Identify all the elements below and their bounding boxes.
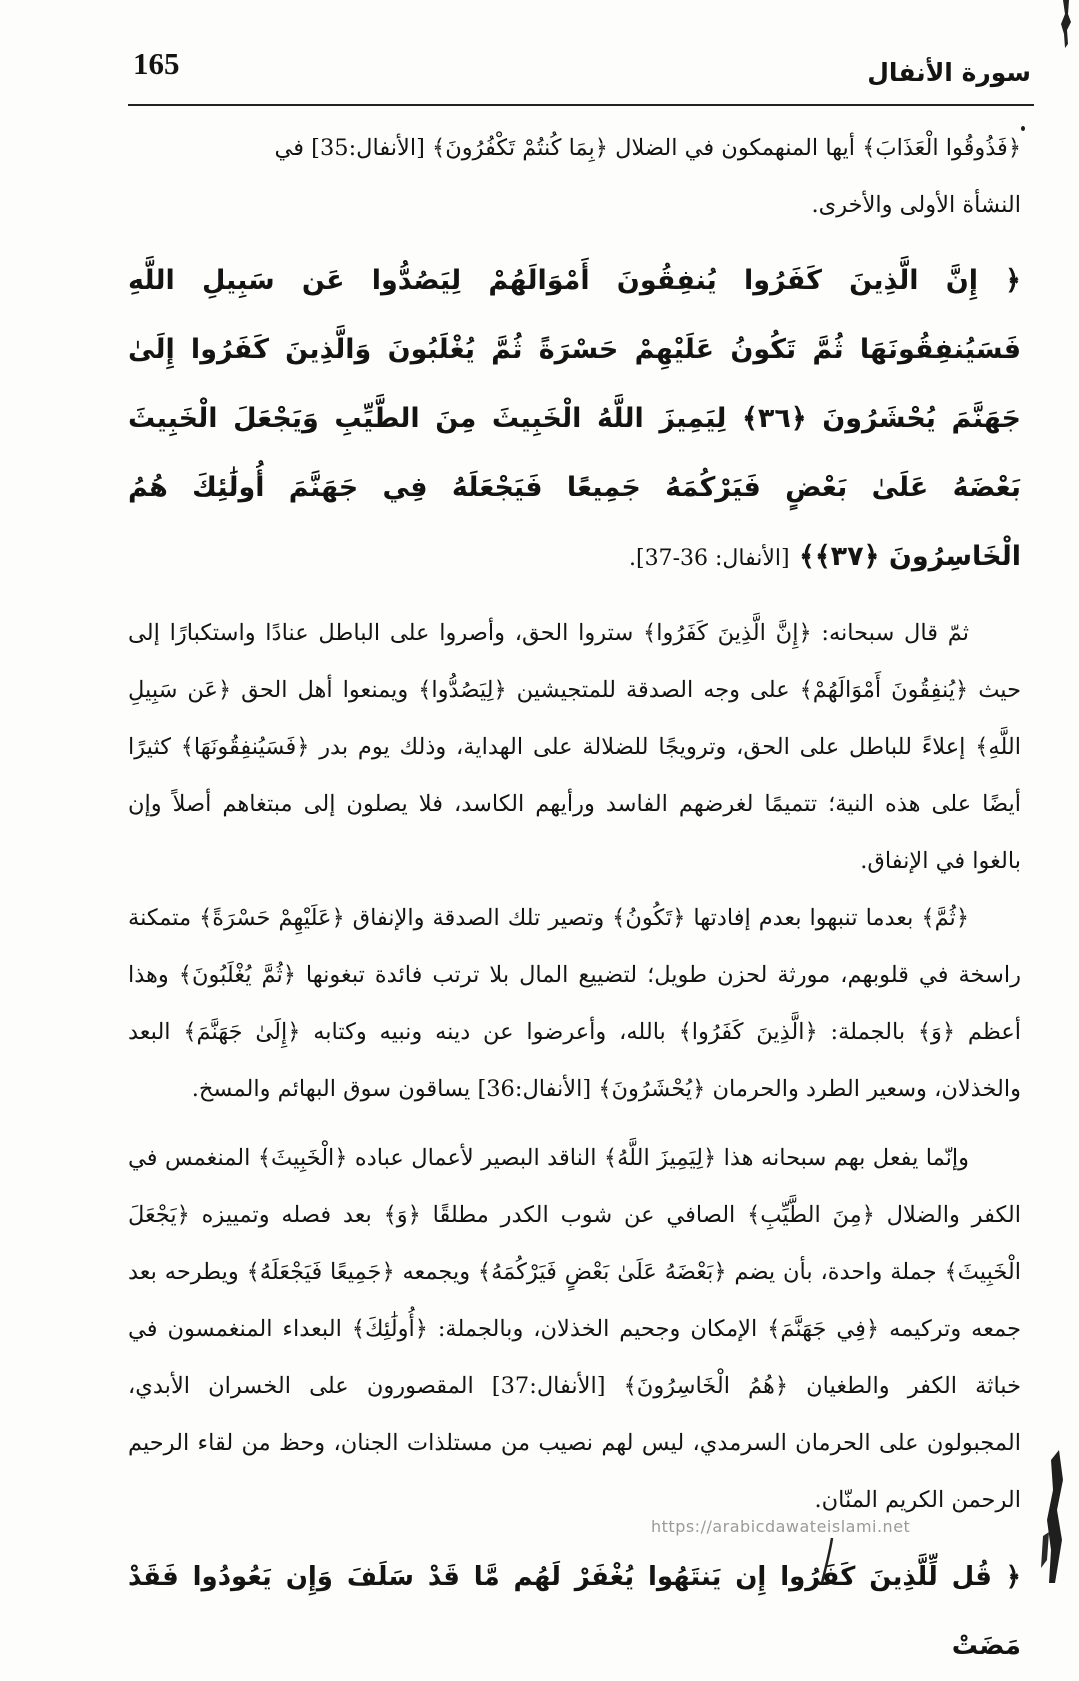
scan-edge-mark-bottom [1037,1440,1067,1583]
quran-verse-38: ﴿ قُل لِّلَّذِينَ كَفَرُوا إِن يَنتَهُوا يُغْفَرْ لَهُم مَّا قَدْ سَلَفَ وَإِن يَعُودُوا فَقَدْ مَضَتْ [128,1562,1021,1661]
scan-speck [1021,126,1025,131]
surah-title: سورة الأنفال [867,58,1031,87]
page-number: 165 [133,46,180,81]
watermark-url: https://arabicdawateislami.net [651,1517,911,1536]
paragraph-intro-line-2: النشأة الأولى والأخرى. [811,192,1021,218]
verse-text: ﴿ إِنَّ الَّذِينَ كَفَرُوا يُنفِقُونَ أَمْوَالَهُمْ لِيَصُدُّوا عَن سَبِيلِ اللَّهِ فَسَيُنفِقُونَهَا ثُمَّ تَكُونُ عَلَيْهِمْ حَسْرَةً ثُمَّ يُغْلَبُونَ وَالَّذِينَ كَفَرُوا إِلَىٰ جَهَنَّمَ يُحْشَرُونَ ﴿٣٦﴾ لِيَمِيزَ اللَّهُ الْخَبِيثَ مِنَ الطَّيِّبِ وَيَجْعَلَ الْخَبِيثَ بَعْضَهُ عَلَىٰ بَعْضٍ فَيَرْكُمَهُ جَمِيعًا فَيَجْعَلَهُ فِي جَهَنَّمَ أُولَٰئِكَ هُمُ الْخَاسِرُونَ ﴿٣٧﴾﴾ [128,265,1021,572]
verse-reference: [الأنفال: 36-37]. [628,546,790,571]
header-divider [128,104,1034,106]
quran-verses-36-37 [128,246,1021,593]
main-text [128,120,1021,1681]
scan-edge-mark [1059,0,1073,48]
spacer [128,234,1021,246]
paragraph-intro [128,120,1021,234]
spacer [128,593,1021,605]
paragraph-intro-line-1: ﴿فَذُوقُوا الْعَذَابَ﴾ أيها المنهمكون في الضلال ﴿بِمَا كُنتُمْ تَكْفُرُونَ﴾ [الأنفال:35] في [274,135,1021,161]
paragraph-commentary-2: ﴿ثُمَّ﴾ بعدما تنبهوا بعدم إفادتها ﴿تَكُونُ﴾ وتصير تلك الصدقة والإنفاق ﴿عَلَيْهِمْ حَسْرَةً﴾ متمكنة راسخة في قلوبهم، مورثة لحزن طويل؛ لتضييع المال بلا ترتب فائدة تبغونها ﴿ثُمَّ يُغْلَبُونَ﴾ وهذا أعظم ﴿وَ﴾ بالجملة: ﴿الَّذِينَ كَفَرُوا﴾ بالله، وأعرضوا عن دينه ونبيه وكتابه ﴿إِلَىٰ جَهَنَّمَ﴾ البعد والخذلان، وسعير الطرد والحرمان ﴿يُحْشَرُونَ﴾ [الأنفال:36] يساقون سوق البهائم والمسخ. [128,905,1021,1102]
paragraph-commentary-3: وإنّما يفعل بهم سبحانه هذا ﴿لِيَمِيزَ اللَّهُ﴾ الناقد البصير لأعمال عباده ﴿الْخَبِيثَ﴾ المنغمس في الكفر والضلال ﴿مِنَ الطَّيِّبِ﴾ الصافي عن شوب الكدر مطلقًا ﴿وَ﴾ بعد فصله وتمييزه ﴿يَجْعَلَ الْخَبِيثَ﴾ جملة واحدة، بأن يضم ﴿بَعْضَهُ عَلَىٰ بَعْضٍ فَيَرْكُمَهُ﴾ ويجمعه ﴿جَمِيعًا فَيَجْعَلَهُ﴾ ويطرحه بعد جمعه وتركيمه ﴿فِي جَهَنَّمَ﴾ الإمكان وجحيم الخذلان، وبالجملة: ﴿أُولَٰئِكَ﴾ البعداء المنغمسون في خباثة الكفر والطغيان ﴿هُمُ الْخَاسِرُونَ﴾ [الأنفال:37] المقصورون على الخسران الأبدي، المجبولون على الحرمان السرمدي، ليس لهم نصيب من مستلذات الجنان، وحظ من لقاء الرحيم الرحمن الكريم المنّان. [128,1145,1021,1513]
paragraph-commentary-1: ثمّ قال سبحانه: ﴿إِنَّ الَّذِينَ كَفَرُوا﴾ ستروا الحق، وأصروا على الباطل عنادًا واستكبارًا إلى حيث ﴿يُنفِقُونَ أَمْوَالَهُمْ﴾ على وجه الصدقة للمتجيشين ﴿لِيَصُدُّوا﴾ ويمنعوا أهل الحق ﴿عَن سَبِيلِ اللَّهِ﴾ إعلاءً للباطل على الحق، وترويجًا للضلالة على الهداية، وذلك يوم بدر ﴿فَسَيُنفِقُونَهَا﴾ كثيرًا أيضًا على هذه النية؛ تتميمًا لغرضهم الفاسد ورأيهم الكاسد، فلا يصلون إلى مبتغاهم أصلاً وإن بالغوا في الإنفاق. [128,620,1021,874]
scan-pen-stroke [818,1538,838,1583]
spacer [128,1118,1021,1130]
